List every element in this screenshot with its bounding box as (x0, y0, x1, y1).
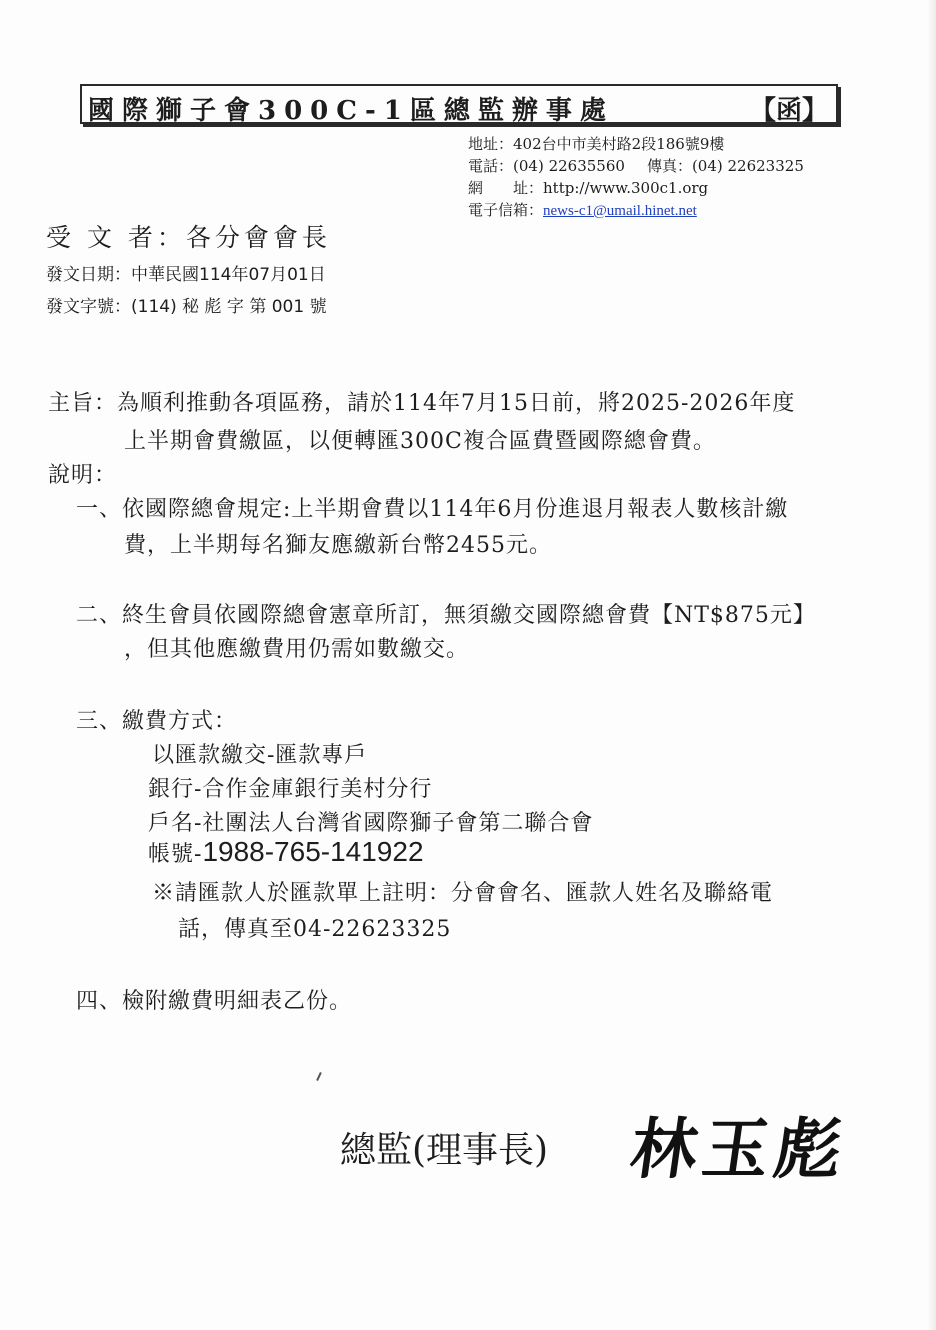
remittance-note-line-2: 話，傳真至04-22623325 (178, 917, 452, 942)
page-edge-shadow (926, 0, 936, 1330)
payment-method: 以匯款繳交-匯款專戶 (152, 743, 368, 768)
stray-ink-mark (316, 1072, 322, 1081)
fax-label: 傳真： (646, 157, 692, 175)
contact-block (468, 133, 804, 221)
recipient-line: 受 文 者：各分會會長 (46, 223, 331, 252)
subject-line-2: 上半期會費繳區，以便轉匯300C複合區費暨國際總會費。 (124, 429, 716, 454)
web-row (468, 177, 804, 199)
office-title: 國際獅子會300C-1區總監辦事處 (88, 96, 614, 126)
letterhead-box (80, 84, 838, 124)
letter-type-tag: 【函】 (749, 96, 828, 126)
web-value[interactable]: http://www.300c1.org (543, 179, 709, 197)
issue-date: 發文日期：中華民國114年07月01日 (46, 265, 326, 285)
item-one-line-1: 一、依國際總會規定:上半期會費以114年6月份進退月報表人數核計繳 (76, 497, 789, 522)
email-label: 電子信箱： (468, 201, 544, 219)
address-row (468, 133, 804, 155)
subject-line-1: 主旨：為順利推動各項區務，請於114年7月15日前，將2025-2026年度 (48, 391, 796, 416)
bank-name: 銀行-合作金庫銀行美村分行 (148, 777, 433, 802)
issue-number: 發文字號：(114) 秘 彪 字 第 001 號 (46, 297, 327, 317)
item-three-heading: 三、繳費方式： (76, 709, 238, 734)
web-label: 網 址： (468, 179, 544, 197)
item-two-line-2: ，但其他應繳費用仍需如數繳交。 (124, 637, 470, 662)
item-four: 四、檢附繳費明細表乙份。 (76, 989, 353, 1014)
remittance-note-line-1: ※請匯款人於匯款單上註明：分會會名、匯款人姓名及聯絡電 (152, 881, 774, 906)
phone-row (468, 155, 804, 177)
address-value: 402台中市美村路2段186號9樓 (513, 135, 725, 153)
email-link[interactable]: news-c1@umail.hinet.net (543, 203, 697, 219)
signoff-title: 總監(理事長) (340, 1130, 549, 1171)
phone-value: (04) 22635560 (513, 157, 625, 175)
account-label: 帳號- (148, 842, 203, 867)
address-label: 地址： (468, 135, 514, 153)
account-line (148, 836, 424, 868)
phone-label: 電話： (468, 157, 514, 175)
item-one-line-2: 費，上半期每名獅友應繳新台幣2455元。 (124, 533, 552, 558)
explanation-label: 說明： (48, 463, 118, 488)
email-row (468, 199, 804, 221)
account-name: 戶名-社團法人台灣省國際獅子會第二聯合會 (148, 811, 594, 836)
account-number: 1988-765-141922 (202, 836, 424, 867)
item-two-line-1: 二、終生會員依國際總會憲章所訂，無須繳交國際總會費【NT$875元】 (76, 603, 816, 628)
signature: 林玉彪 (625, 1110, 853, 1188)
fax-value: (04) 22623325 (691, 157, 804, 175)
